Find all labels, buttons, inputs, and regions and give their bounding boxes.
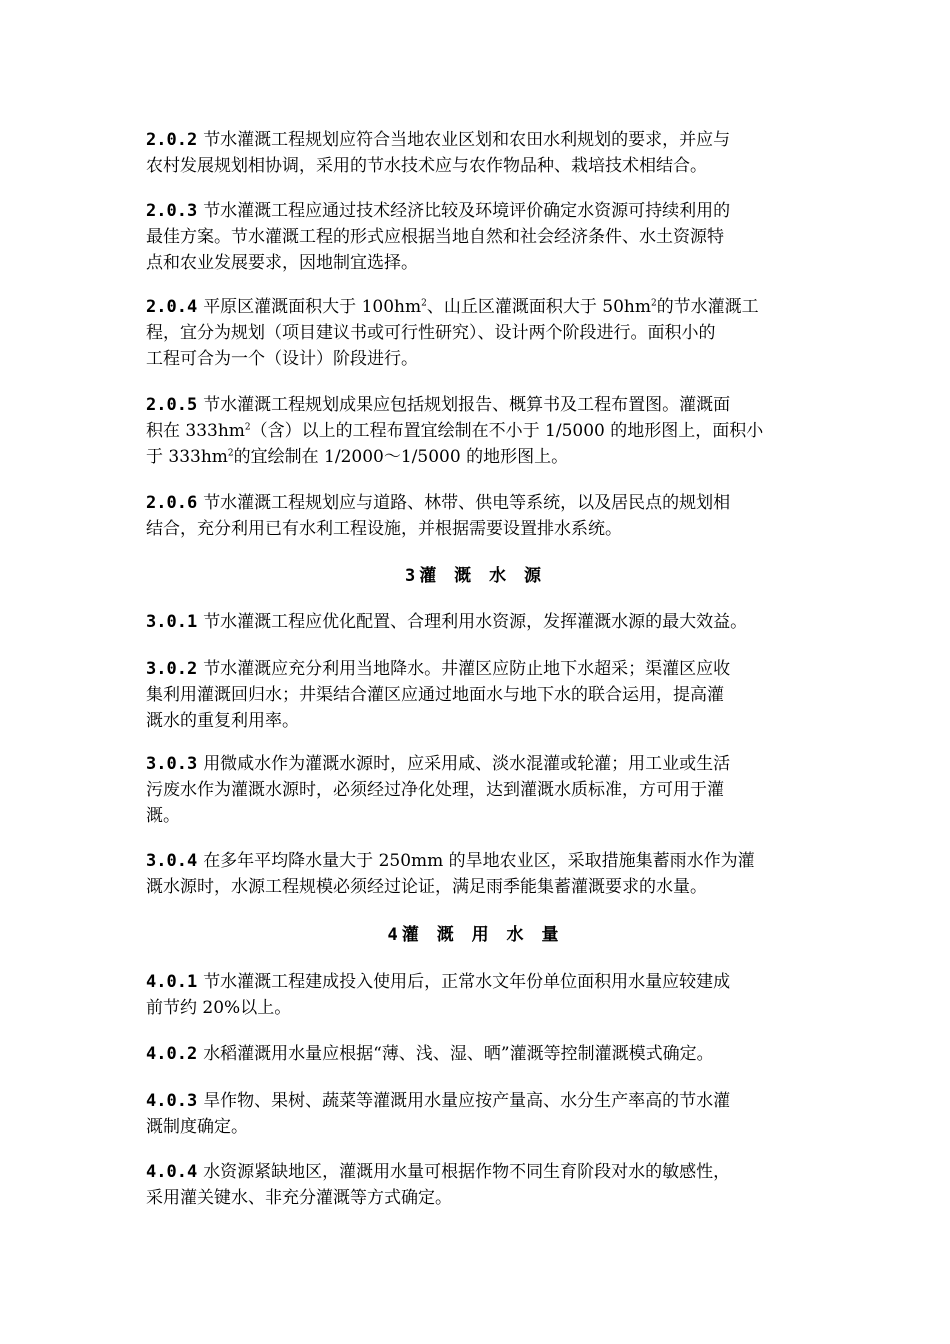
clause-text: 的宜绘制在 1/2000～1/5000 的地形图上。: [233, 447, 569, 467]
clause-2-0-5: [146, 392, 806, 470]
clause-line: 最佳方案。节水灌溉工程的形式应根据当地自然和社会经济条件、水土资源特: [146, 227, 724, 247]
clause-line: 溉水源时，水源工程规模必须经过论证，满足雨季能集蓄灌溉要求的水量。: [146, 877, 707, 897]
clause-2-0-4: [146, 294, 806, 372]
clause-number: 2.0.4: [146, 297, 198, 317]
clause-text: 用微咸水作为灌溉水源时，应采用咸、淡水混灌或轮灌；用工业或生活: [203, 754, 731, 774]
section-heading-3: [146, 563, 806, 589]
clause-text: 节水灌溉应充分利用当地降水。井灌区应防止地下水超采；渠灌区应收: [203, 659, 731, 679]
clause-number: 3.0.3: [146, 754, 198, 774]
clause-line: [146, 444, 806, 470]
clause-number: 2.0.5: [146, 395, 198, 415]
clause-line: 工程可合为一个（设计）阶段进行。: [146, 349, 418, 369]
clause-text: 水稻灌溉用水量应根据“薄、浅、湿、晒”灌溉等控制灌溉模式确定。: [203, 1044, 714, 1064]
clause-text: 平原区灌溉面积大于 100hm: [203, 297, 422, 317]
clause-line: [146, 656, 806, 682]
clause-text: 旱作物、果树、蔬菜等灌溉用水量应按产量高、水分生产率高的节水灌: [203, 1091, 731, 1111]
superscript: 2: [421, 298, 427, 309]
clause-line: [146, 127, 806, 153]
superscript: 2: [227, 448, 234, 459]
clause-text: 节水灌溉工程应优化配置、合理利用水资源，发挥灌溉水源的最大效益。: [203, 612, 748, 632]
clause-line: 集利用灌溉回归水；井渠结合灌区应通过地面水与地下水的联合运用，提高灌: [146, 685, 724, 705]
clause-text: 节水灌溉工程规划成果应包括规划报告、概算书及工程布置图。灌溉面: [203, 395, 731, 415]
clause-line: 溉。: [146, 806, 180, 826]
clause-number: 2.0.2: [146, 130, 198, 150]
clause-text: 于 333hm: [146, 447, 228, 467]
clause-text: 节水灌溉工程建成投入使用后，正常水文年份单位面积用水量应较建成: [203, 972, 731, 992]
clause-line: [146, 418, 806, 444]
clause-text: 节水灌溉工程规划应符合当地农业区划和农田水利规划的要求，并应与: [203, 130, 731, 150]
clause-2-0-2: [146, 127, 806, 179]
clause-text: 节水灌溉工程应通过技术经济比较及环境评价确定水资源可持续利用的: [203, 201, 731, 221]
clause-text: 的节水灌溉工: [656, 297, 759, 317]
clause-line: 农村发展规划相协调，采用的节水技术应与农作物品种、栽培技术相结合。: [146, 156, 707, 176]
clause-line: [146, 198, 806, 224]
clause-number: 2.0.3: [146, 201, 198, 221]
clause-line: [146, 294, 806, 320]
clause-line: 点和农业发展要求，因地制宜选择。: [146, 253, 418, 273]
clause-line: [146, 969, 806, 995]
clause-2-0-3: [146, 198, 806, 276]
clause-text: 在多年平均降水量大于 250mm 的旱地农业区，采取措施集蓄雨水作为灌: [203, 851, 755, 871]
clause-line: [146, 490, 806, 516]
clause-number: 4.0.1: [146, 972, 198, 992]
clause-line: [146, 848, 806, 874]
section-title: 灌 溉 用 水 量: [401, 925, 565, 945]
clause-number: 3.0.4: [146, 851, 198, 871]
clause-text: （含）以上的工程布置宜绘制在不小于 1/5000 的地形图上，面积小: [250, 421, 764, 441]
clause-2-0-6: [146, 490, 806, 542]
clause-line: [146, 1041, 806, 1067]
clause-line: 溉制度确定。: [146, 1117, 248, 1137]
clause-number: 4.0.4: [146, 1162, 198, 1182]
clause-text: 、山丘区灌溉面积大于 50hm: [426, 297, 651, 317]
clause-4-0-4: [146, 1159, 806, 1211]
section-number: 4: [387, 925, 398, 945]
clause-number: 4.0.2: [146, 1044, 198, 1064]
clause-line: 程，宜分为规划（项目建议书或可行性研究）、设计两个阶段进行。面积小的: [146, 323, 716, 343]
clause-number: 3.0.2: [146, 659, 198, 679]
clause-line: [146, 609, 806, 635]
clause-number: 3.0.1: [146, 612, 198, 632]
clause-3-0-1: [146, 609, 806, 635]
clause-number: 2.0.6: [146, 493, 198, 513]
clause-line: [146, 1088, 806, 1114]
clause-line: [146, 751, 806, 777]
clause-4-0-3: [146, 1088, 806, 1140]
superscript: 2: [244, 422, 251, 433]
clause-text: 节水灌溉工程规划应与道路、林带、供电等系统，以及居民点的规划相: [203, 493, 731, 513]
clause-text: 水资源紧缺地区，灌溉用水量可根据作物不同生育阶段对水的敏感性，: [203, 1162, 731, 1182]
superscript: 2: [650, 298, 657, 309]
clause-4-0-1: [146, 969, 806, 1021]
clause-4-0-2: [146, 1041, 806, 1067]
clause-line: [146, 1159, 806, 1185]
clause-line: 采用灌关键水、非充分灌溉等方式确定。: [146, 1188, 452, 1208]
clause-number: 4.0.3: [146, 1091, 198, 1111]
clause-line: 污废水作为灌溉水源时，必须经过净化处理，达到灌溉水质标准，方可用于灌: [146, 780, 724, 800]
section-title: 灌 溉 水 源: [419, 566, 547, 586]
clause-line: 溉水的重复利用率。: [146, 711, 299, 731]
clause-3-0-2: [146, 656, 806, 734]
clause-line: [146, 392, 806, 418]
section-number: 3: [404, 566, 416, 586]
section-heading-4: [146, 922, 806, 948]
clause-line: 前节约 20%以上。: [146, 998, 292, 1018]
clause-3-0-3: [146, 751, 806, 829]
clause-3-0-4: [146, 848, 806, 900]
clause-line: 结合，充分利用已有水利工程设施，并根据需要设置排水系统。: [146, 519, 622, 539]
clause-text: 积在 333hm: [146, 421, 245, 441]
